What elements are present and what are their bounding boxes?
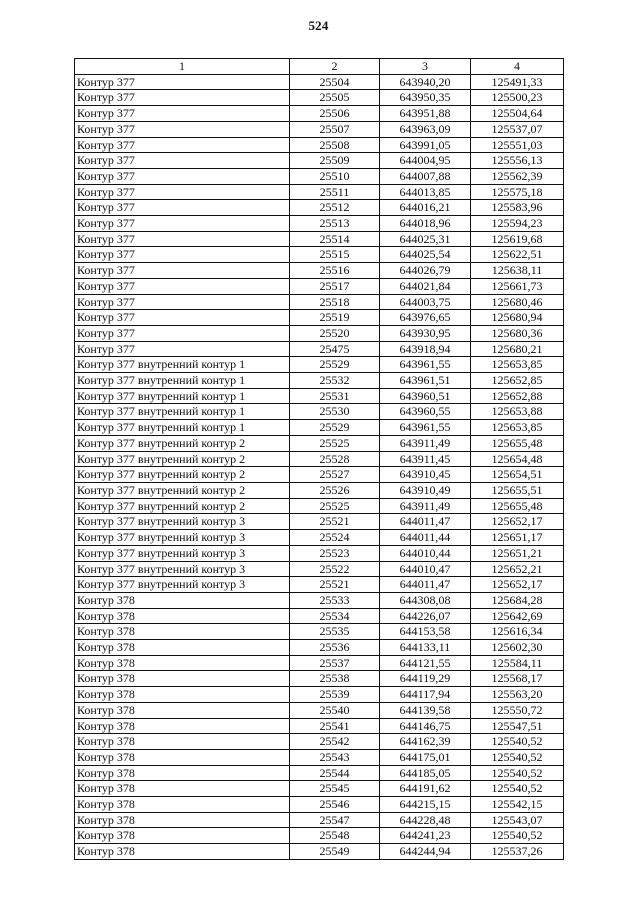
coordinate-x-cell: 644185,05 (380, 765, 471, 781)
coordinate-y-cell: 125547,51 (471, 718, 564, 734)
contour-name-cell: Контур 378 (75, 765, 290, 781)
coordinate-x-cell: 643930,95 (380, 325, 471, 341)
point-number-cell: 25537 (290, 655, 380, 671)
coordinate-y-cell: 125652,88 (471, 388, 564, 404)
coordinate-x-cell: 644215,15 (380, 797, 471, 813)
coordinate-y-cell: 125500,23 (471, 90, 564, 106)
coordinate-y-cell: 125540,52 (471, 734, 564, 750)
contour-name-cell: Контур 378 (75, 734, 290, 750)
table-row (75, 121, 564, 137)
contour-name-cell: Контур 378 (75, 592, 290, 608)
coordinate-x-cell: 643960,55 (380, 404, 471, 420)
table-row (75, 200, 564, 216)
coordinate-x-cell: 644011,44 (380, 530, 471, 546)
point-number-cell: 25540 (290, 702, 380, 718)
coordinate-x-cell: 644244,94 (380, 844, 471, 860)
table-row (75, 592, 564, 608)
point-number-cell: 25531 (290, 388, 380, 404)
coordinate-x-cell: 643951,88 (380, 106, 471, 122)
contour-name-cell: Контур 377 внутренний контур 2 (75, 435, 290, 451)
point-number-cell: 25547 (290, 812, 380, 828)
table-row (75, 137, 564, 153)
table-row (75, 247, 564, 263)
contour-name-cell: Контур 378 (75, 702, 290, 718)
contour-name-cell: Контур 377 (75, 168, 290, 184)
table-row (75, 404, 564, 420)
coordinate-y-cell: 125654,48 (471, 451, 564, 467)
point-number-cell: 25541 (290, 718, 380, 734)
coordinate-y-cell: 125680,21 (471, 341, 564, 357)
table-row (75, 734, 564, 750)
contour-name-cell: Контур 377 (75, 325, 290, 341)
coordinate-y-cell: 125655,51 (471, 482, 564, 498)
contour-name-cell: Контур 378 (75, 844, 290, 860)
coordinate-x-cell: 643960,51 (380, 388, 471, 404)
contour-name-cell: Контур 377 (75, 247, 290, 263)
table-row (75, 530, 564, 546)
table-row (75, 357, 564, 373)
coordinate-x-cell: 643976,65 (380, 310, 471, 326)
coordinate-x-cell: 643950,35 (380, 90, 471, 106)
coordinate-x-cell: 644018,96 (380, 216, 471, 232)
point-number-cell: 25525 (290, 498, 380, 514)
point-number-cell: 25516 (290, 263, 380, 279)
table-header-row (75, 59, 564, 75)
coordinate-y-cell: 125550,72 (471, 702, 564, 718)
page-number: 524 (308, 18, 329, 33)
contour-name-cell: Контур 378 (75, 655, 290, 671)
contour-name-cell: Контур 377 внутренний контур 2 (75, 498, 290, 514)
contour-name-cell: Контур 378 (75, 797, 290, 813)
point-number-cell: 25544 (290, 765, 380, 781)
table-row (75, 294, 564, 310)
point-number-cell: 25511 (290, 184, 380, 200)
coordinate-y-cell: 125540,52 (471, 828, 564, 844)
coordinate-y-cell: 125594,23 (471, 216, 564, 232)
table-row (75, 702, 564, 718)
contour-name-cell: Контур 377 (75, 294, 290, 310)
coordinate-y-cell: 125540,52 (471, 749, 564, 765)
coordinate-x-cell: 643961,55 (380, 357, 471, 373)
point-number-cell: 25520 (290, 325, 380, 341)
coordinates-table (74, 58, 564, 860)
contour-name-cell: Контур 377 (75, 90, 290, 106)
table-row (75, 168, 564, 184)
point-number-cell: 25504 (290, 74, 380, 90)
table-row (75, 74, 564, 90)
table-row (75, 325, 564, 341)
contour-name-cell: Контур 377 (75, 106, 290, 122)
point-number-cell: 25506 (290, 106, 380, 122)
column-header-4: 4 (471, 59, 564, 75)
contour-name-cell: Контур 377 внутренний контур 3 (75, 561, 290, 577)
contour-name-cell: Контур 377 (75, 184, 290, 200)
coordinate-y-cell: 125542,15 (471, 797, 564, 813)
coordinate-y-cell: 125619,68 (471, 231, 564, 247)
coordinate-x-cell: 644010,47 (380, 561, 471, 577)
point-number-cell: 25535 (290, 624, 380, 640)
coordinate-y-cell: 125602,30 (471, 640, 564, 656)
table-row (75, 90, 564, 106)
coordinate-y-cell: 125551,03 (471, 137, 564, 153)
coordinate-y-cell: 125654,51 (471, 467, 564, 483)
point-number-cell: 25515 (290, 247, 380, 263)
coordinate-x-cell: 644308,08 (380, 592, 471, 608)
table-row (75, 514, 564, 530)
coordinate-x-cell: 643911,49 (380, 498, 471, 514)
contour-name-cell: Контур 377 внутренний контур 3 (75, 514, 290, 530)
point-number-cell: 25529 (290, 357, 380, 373)
table-row (75, 749, 564, 765)
coordinate-y-cell: 125537,26 (471, 844, 564, 860)
contour-name-cell: Контур 377 внутренний контур 3 (75, 545, 290, 561)
table-row (75, 608, 564, 624)
coordinate-y-cell: 125651,21 (471, 545, 564, 561)
column-header-1: 1 (75, 59, 290, 75)
table-body (75, 74, 564, 859)
table-row (75, 781, 564, 797)
contour-name-cell: Контур 377 внутренний контур 2 (75, 467, 290, 483)
contour-name-cell: Контур 377 (75, 231, 290, 247)
coordinate-x-cell: 644007,88 (380, 168, 471, 184)
coordinate-x-cell: 643963,09 (380, 121, 471, 137)
coordinate-y-cell: 125680,36 (471, 325, 564, 341)
coordinate-x-cell: 643991,05 (380, 137, 471, 153)
contour-name-cell: Контур 377 (75, 121, 290, 137)
coordinate-x-cell: 644228,48 (380, 812, 471, 828)
table-row (75, 435, 564, 451)
point-number-cell: 25545 (290, 781, 380, 797)
coordinate-x-cell: 644004,95 (380, 153, 471, 169)
coordinate-y-cell: 125584,11 (471, 655, 564, 671)
point-number-cell: 25512 (290, 200, 380, 216)
point-number-cell: 25519 (290, 310, 380, 326)
table-row (75, 106, 564, 122)
point-number-cell: 25543 (290, 749, 380, 765)
point-number-cell: 25524 (290, 530, 380, 546)
coordinate-x-cell: 643961,51 (380, 373, 471, 389)
table-row (75, 671, 564, 687)
table-row (75, 765, 564, 781)
point-number-cell: 25507 (290, 121, 380, 137)
contour-name-cell: Контур 378 (75, 828, 290, 844)
coordinate-y-cell: 125543,07 (471, 812, 564, 828)
contour-name-cell: Контур 377 внутренний контур 1 (75, 420, 290, 436)
point-number-cell: 25546 (290, 797, 380, 813)
coordinate-y-cell: 125653,88 (471, 404, 564, 420)
coordinate-y-cell: 125652,17 (471, 577, 564, 593)
coordinate-y-cell: 125622,51 (471, 247, 564, 263)
contour-name-cell: Контур 377 (75, 74, 290, 90)
contour-name-cell: Контур 378 (75, 624, 290, 640)
coordinate-x-cell: 644025,54 (380, 247, 471, 263)
table-row (75, 467, 564, 483)
coordinate-x-cell: 644175,01 (380, 749, 471, 765)
coordinate-x-cell: 644011,47 (380, 514, 471, 530)
coordinate-y-cell: 125661,73 (471, 278, 564, 294)
coordinate-x-cell: 644119,29 (380, 671, 471, 687)
coordinate-y-cell: 125638,11 (471, 263, 564, 279)
contour-name-cell: Контур 378 (75, 608, 290, 624)
point-number-cell: 25530 (290, 404, 380, 420)
point-number-cell: 25521 (290, 577, 380, 593)
coordinate-y-cell: 125504,64 (471, 106, 564, 122)
contour-name-cell: Контур 377 (75, 263, 290, 279)
point-number-cell: 25475 (290, 341, 380, 357)
coordinate-y-cell: 125651,17 (471, 530, 564, 546)
contour-name-cell: Контур 378 (75, 749, 290, 765)
coordinate-x-cell: 644139,58 (380, 702, 471, 718)
contour-name-cell: Контур 377 (75, 341, 290, 357)
contour-name-cell: Контур 377 внутренний контур 3 (75, 577, 290, 593)
contour-name-cell: Контур 377 внутренний контур 2 (75, 451, 290, 467)
coordinate-y-cell: 125680,94 (471, 310, 564, 326)
table-row (75, 718, 564, 734)
table-row (75, 640, 564, 656)
point-number-cell: 25521 (290, 514, 380, 530)
table-row (75, 420, 564, 436)
coordinate-x-cell: 644016,21 (380, 200, 471, 216)
table-row (75, 310, 564, 326)
coordinate-y-cell: 125684,28 (471, 592, 564, 608)
coordinate-x-cell: 644153,58 (380, 624, 471, 640)
coordinate-x-cell: 644003,75 (380, 294, 471, 310)
coordinate-y-cell: 125568,17 (471, 671, 564, 687)
coordinate-y-cell: 125563,20 (471, 687, 564, 703)
table-row (75, 388, 564, 404)
contour-name-cell: Контур 377 (75, 137, 290, 153)
table-row (75, 231, 564, 247)
coordinate-x-cell: 644011,47 (380, 577, 471, 593)
coordinate-x-cell: 644191,62 (380, 781, 471, 797)
table-row (75, 545, 564, 561)
table-row (75, 655, 564, 671)
contour-name-cell: Контур 377 внутренний контур 1 (75, 357, 290, 373)
point-number-cell: 25526 (290, 482, 380, 498)
coordinate-x-cell: 644013,85 (380, 184, 471, 200)
contour-name-cell: Контур 377 внутренний контур 1 (75, 388, 290, 404)
coordinate-y-cell: 125652,85 (471, 373, 564, 389)
coordinate-x-cell: 644026,79 (380, 263, 471, 279)
coordinate-y-cell: 125616,34 (471, 624, 564, 640)
point-number-cell: 25534 (290, 608, 380, 624)
coordinate-x-cell: 643961,55 (380, 420, 471, 436)
table-row (75, 373, 564, 389)
coordinate-y-cell: 125575,18 (471, 184, 564, 200)
table-row (75, 482, 564, 498)
contour-name-cell: Контур 377 внутренний контур 2 (75, 482, 290, 498)
point-number-cell: 25527 (290, 467, 380, 483)
coordinate-y-cell: 125537,07 (471, 121, 564, 137)
coordinate-y-cell: 125562,39 (471, 168, 564, 184)
coordinate-x-cell: 644226,07 (380, 608, 471, 624)
table-row (75, 812, 564, 828)
point-number-cell: 25517 (290, 278, 380, 294)
table-row (75, 153, 564, 169)
point-number-cell: 25532 (290, 373, 380, 389)
coordinate-y-cell: 125655,48 (471, 498, 564, 514)
point-number-cell: 25549 (290, 844, 380, 860)
coordinate-y-cell: 125491,33 (471, 74, 564, 90)
point-number-cell: 25548 (290, 828, 380, 844)
coordinate-x-cell: 643910,49 (380, 482, 471, 498)
coordinate-y-cell: 125540,52 (471, 765, 564, 781)
coordinate-x-cell: 644241,23 (380, 828, 471, 844)
point-number-cell: 25513 (290, 216, 380, 232)
coordinate-x-cell: 643911,49 (380, 435, 471, 451)
coordinate-x-cell: 644021,84 (380, 278, 471, 294)
coordinate-x-cell: 644133,11 (380, 640, 471, 656)
coordinate-y-cell: 125652,21 (471, 561, 564, 577)
coordinate-x-cell: 643911,45 (380, 451, 471, 467)
coordinate-y-cell: 125583,96 (471, 200, 564, 216)
contour-name-cell: Контур 378 (75, 640, 290, 656)
table-row (75, 263, 564, 279)
coordinate-x-cell: 644162,39 (380, 734, 471, 750)
coordinate-x-cell: 643940,20 (380, 74, 471, 90)
point-number-cell: 25538 (290, 671, 380, 687)
contour-name-cell: Контур 377 внутренний контур 1 (75, 373, 290, 389)
column-header-2: 2 (290, 59, 380, 75)
point-number-cell: 25514 (290, 231, 380, 247)
table-row (75, 797, 564, 813)
column-header-3: 3 (380, 59, 471, 75)
coordinate-y-cell: 125642,69 (471, 608, 564, 624)
coordinate-x-cell: 643910,45 (380, 467, 471, 483)
coordinate-x-cell: 644117,94 (380, 687, 471, 703)
contour-name-cell: Контур 377 (75, 200, 290, 216)
point-number-cell: 25522 (290, 561, 380, 577)
coordinate-y-cell: 125540,52 (471, 781, 564, 797)
coordinate-x-cell: 643918,94 (380, 341, 471, 357)
table-row (75, 451, 564, 467)
point-number-cell: 25539 (290, 687, 380, 703)
table-row (75, 687, 564, 703)
point-number-cell: 25529 (290, 420, 380, 436)
coordinate-y-cell: 125556,13 (471, 153, 564, 169)
coordinate-y-cell: 125655,48 (471, 435, 564, 451)
contour-name-cell: Контур 377 (75, 216, 290, 232)
contour-name-cell: Контур 378 (75, 781, 290, 797)
coordinate-y-cell: 125653,85 (471, 357, 564, 373)
point-number-cell: 25523 (290, 545, 380, 561)
point-number-cell: 25536 (290, 640, 380, 656)
contour-name-cell: Контур 377 внутренний контур 3 (75, 530, 290, 546)
coordinate-x-cell: 644010,44 (380, 545, 471, 561)
contour-name-cell: Контур 378 (75, 671, 290, 687)
coordinate-x-cell: 644025,31 (380, 231, 471, 247)
contour-name-cell: Контур 378 (75, 812, 290, 828)
table-row (75, 184, 564, 200)
point-number-cell: 25533 (290, 592, 380, 608)
table-row (75, 844, 564, 860)
contour-name-cell: Контур 377 (75, 153, 290, 169)
table-row (75, 561, 564, 577)
point-number-cell: 25525 (290, 435, 380, 451)
table-row (75, 624, 564, 640)
point-number-cell: 25510 (290, 168, 380, 184)
coordinate-x-cell: 644146,75 (380, 718, 471, 734)
contour-name-cell: Контур 377 (75, 278, 290, 294)
table-row (75, 577, 564, 593)
point-number-cell: 25509 (290, 153, 380, 169)
coordinate-x-cell: 644121,55 (380, 655, 471, 671)
contour-name-cell: Контур 377 внутренний контур 1 (75, 404, 290, 420)
table-row (75, 341, 564, 357)
table-row (75, 828, 564, 844)
coordinate-y-cell: 125680,46 (471, 294, 564, 310)
point-number-cell: 25542 (290, 734, 380, 750)
contour-name-cell: Контур 378 (75, 718, 290, 734)
coordinate-y-cell: 125653,85 (471, 420, 564, 436)
contour-name-cell: Контур 377 (75, 310, 290, 326)
table-row (75, 498, 564, 514)
table-row (75, 216, 564, 232)
point-number-cell: 25508 (290, 137, 380, 153)
contour-name-cell: Контур 378 (75, 687, 290, 703)
table-row (75, 278, 564, 294)
point-number-cell: 25518 (290, 294, 380, 310)
coordinate-y-cell: 125652,17 (471, 514, 564, 530)
point-number-cell: 25505 (290, 90, 380, 106)
point-number-cell: 25528 (290, 451, 380, 467)
